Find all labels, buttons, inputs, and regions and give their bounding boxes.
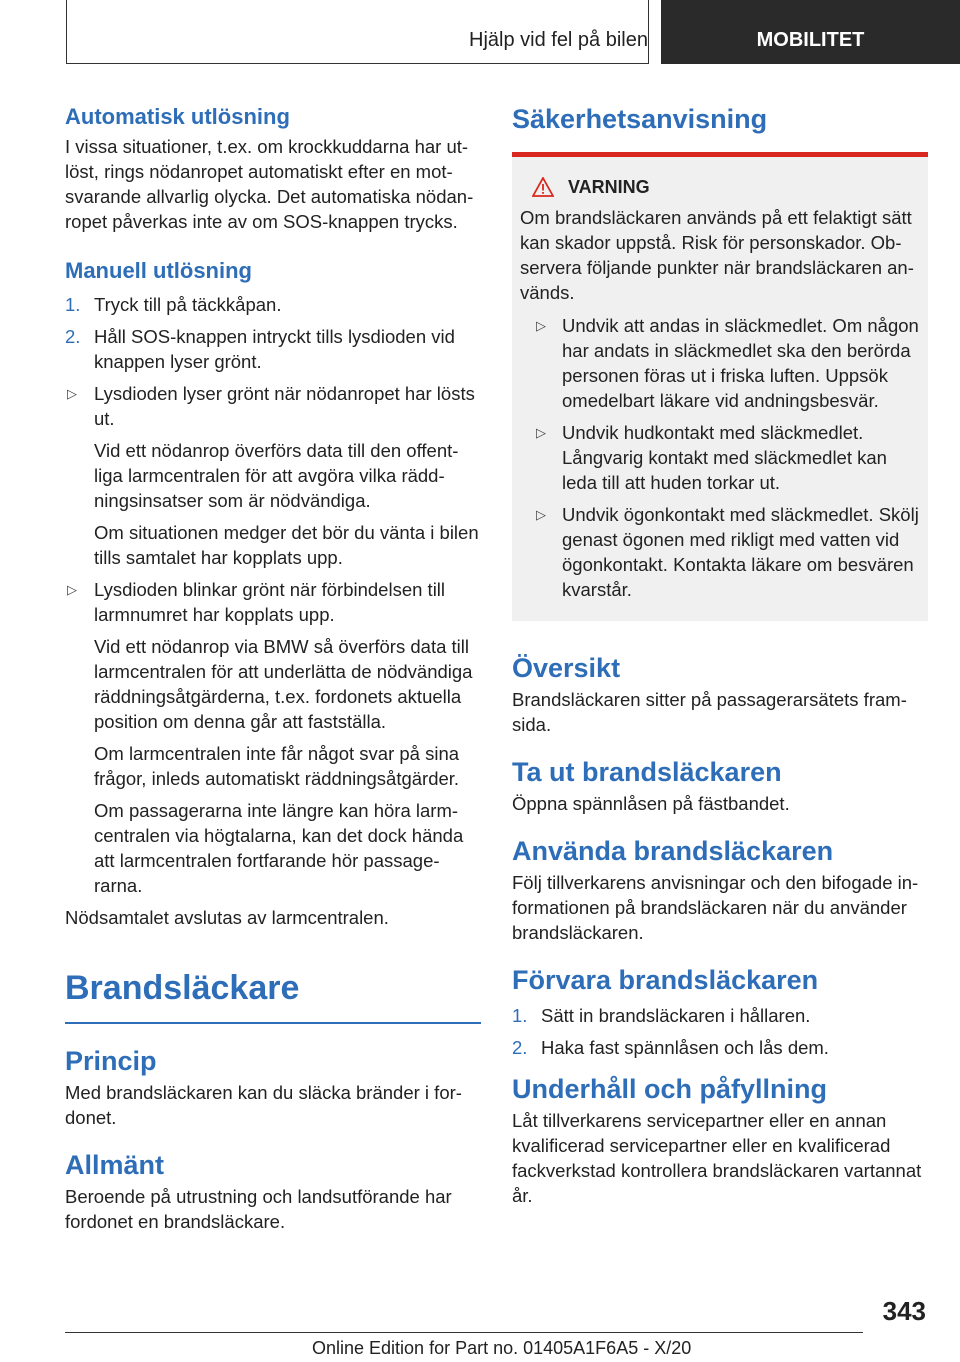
heading-underhall: Underhåll och påfyllning (512, 1074, 828, 1104)
triangle-bullet-icon: ▷ (536, 318, 546, 333)
indented-paragraph: Vid ett nödanrop överförs data till den offentliga larmcentralen för att avgöra vilka räddningsinsatser som är nödvändiga. (94, 440, 459, 511)
triangle-bullet-icon: ▷ (536, 507, 546, 522)
heading-brandslackare: Brandsläckare (65, 969, 300, 1007)
bullet-text: Lysdioden lyser grönt när nödanropet har lösts ut. (94, 383, 475, 429)
header-chapter-tab: MOBILITET (661, 0, 960, 64)
heading-sakerhetsanvisning: Säkerhetsanvisning (512, 104, 768, 134)
warning-box (512, 152, 928, 621)
paragraph-anvanda: Följ tillverkarens anvisningar och den bifogade informationen på brandsläckaren när du använder brandsläckaren. (512, 872, 919, 943)
heading-anvanda: Använda brandsläckaren (512, 836, 834, 866)
step-number: 2. (512, 1037, 528, 1058)
warning-triangle-icon (532, 177, 554, 197)
page-number: 343 (882, 1296, 926, 1326)
warning-text: Om brandsläckaren används på ett felaktigt sätt kan skador uppstå. Risk för personskador. Observera följande punkter när brandsläckaren används. (520, 207, 914, 303)
list-item (65, 381, 481, 431)
heading-forvara: Förvara brandsläckaren (512, 965, 819, 995)
heading-princip: Princip (65, 1046, 157, 1076)
step-number: 1. (512, 1005, 528, 1026)
triangle-bullet-icon: ▷ (67, 386, 77, 401)
list-item (65, 292, 481, 317)
indented-paragraph: Om passagerarna inte längre kan höra larmcentralen via högtalarna, kan det dock hända att larmcentralen fortfarande hör passagerarna. (94, 800, 464, 896)
paragraph-oversikt: Brandsläckaren sitter på passagerarsätets framsida. (512, 689, 907, 735)
heading-allmant: Allmänt (65, 1150, 165, 1180)
warning-list (520, 313, 920, 602)
bullet-text: Undvik ögonkontakt med släckmedlet. Skölj genast ögonen med rikligt med vatten vid ögonkontakt. Kontakta läkare om besvären kvarstår. (562, 504, 919, 600)
step-text: Håll SOS-knappen intryckt tills lysdioden vid knappen lyser grönt. (94, 326, 455, 372)
step-number: 1. (65, 294, 81, 315)
paragraph-end: Nödsamtalet avslutas av larmcentralen. (65, 907, 389, 928)
paragraph-ta-ut: Öppna spännlåsen på fästbandet. (512, 793, 790, 814)
heading-rule (65, 1022, 481, 1024)
list-item (520, 502, 920, 602)
paragraph-underhall: Låt tillverkarens servicepartner eller en annan kvalificerad servicepartner eller en kvalificerad fackverkstad kontrollera brandsläckaren vartannat år. (512, 1110, 922, 1206)
warning-label: VARNING (568, 177, 650, 197)
paragraph-princip: Med brandsläckaren kan du släcka bränder i fordonet. (65, 1082, 462, 1128)
footer-rule (65, 1332, 863, 1333)
paragraph-auto: I vissa situationer, t.ex. om krockkuddarna har utlöst, rings nödanropet automatiskt efter en motsvarande allvarlig olycka. Det automatiska nödanropet påverkas inte av om SOS-knappen trycks. (65, 136, 474, 232)
header-section-title: Hjälp vid fel på bilen (469, 29, 648, 51)
manual-steps-list (65, 292, 481, 431)
right-column (512, 100, 928, 1208)
list-item (520, 420, 920, 495)
step-number: 2. (65, 326, 81, 347)
list-item (65, 577, 481, 627)
indented-paragraph: Om situationen medger det bör du vänta i bilen tills samtalet har kopplats upp. (94, 522, 479, 568)
list-item (65, 324, 481, 374)
indented-paragraph: Om larmcentralen inte får något svar på sina frågor, inleds automatiskt räddningsåtgärder. (94, 743, 460, 789)
bullet-text: Undvik att andas in släckmedlet. Om någon har andats in släckmedlet ska den berörda personen föras ut i friska luften. Uppsök omedelbart läkare vid andningsbesvär. (562, 315, 919, 411)
heading-ta-ut: Ta ut brandsläckaren (512, 757, 782, 787)
heading-manuell-utlosning: Manuell utlösning (65, 258, 252, 283)
step-text: Haka fast spännlåsen och lås dem. (541, 1037, 829, 1058)
bullet-text: Undvik hudkontakt med släckmedlet. Långvarig kontakt med släckmedlet kan leda till att huden torkar ut. (562, 422, 887, 493)
forvara-steps-list (512, 1003, 928, 1060)
heading-oversikt: Översikt (512, 653, 621, 683)
step-text: Tryck till på täckkåpan. (94, 294, 282, 315)
list-item (520, 313, 920, 413)
left-column (65, 100, 481, 1234)
bullet-list (65, 577, 481, 627)
paragraph-allmant: Beroende på utrustning och landsutförande har fordonet en brandsläckare. (65, 1186, 452, 1232)
heading-automatisk-utlosning: Automatisk utlösning (65, 104, 290, 129)
triangle-bullet-icon: ▷ (536, 425, 546, 440)
bullet-text: Lysdioden blinkar grönt när förbindelsen till larmnumret har kopplats upp. (94, 579, 446, 625)
step-text: Sätt in brandsläckaren i hållaren. (541, 1005, 811, 1026)
list-item (512, 1035, 928, 1060)
indented-paragraph: Vid ett nödanrop via BMW så överförs data till larmcentralen för att underlätta de nödvändiga räddningsåtgärderna, t.ex. fordonets aktuella position om denna går att fastställa. (94, 636, 473, 732)
footer-edition: Online Edition for Part no. 01405A1F6A5 - X/20 (312, 1338, 692, 1358)
list-item (512, 1003, 928, 1028)
triangle-bullet-icon: ▷ (67, 582, 77, 597)
warning-header (520, 175, 920, 199)
